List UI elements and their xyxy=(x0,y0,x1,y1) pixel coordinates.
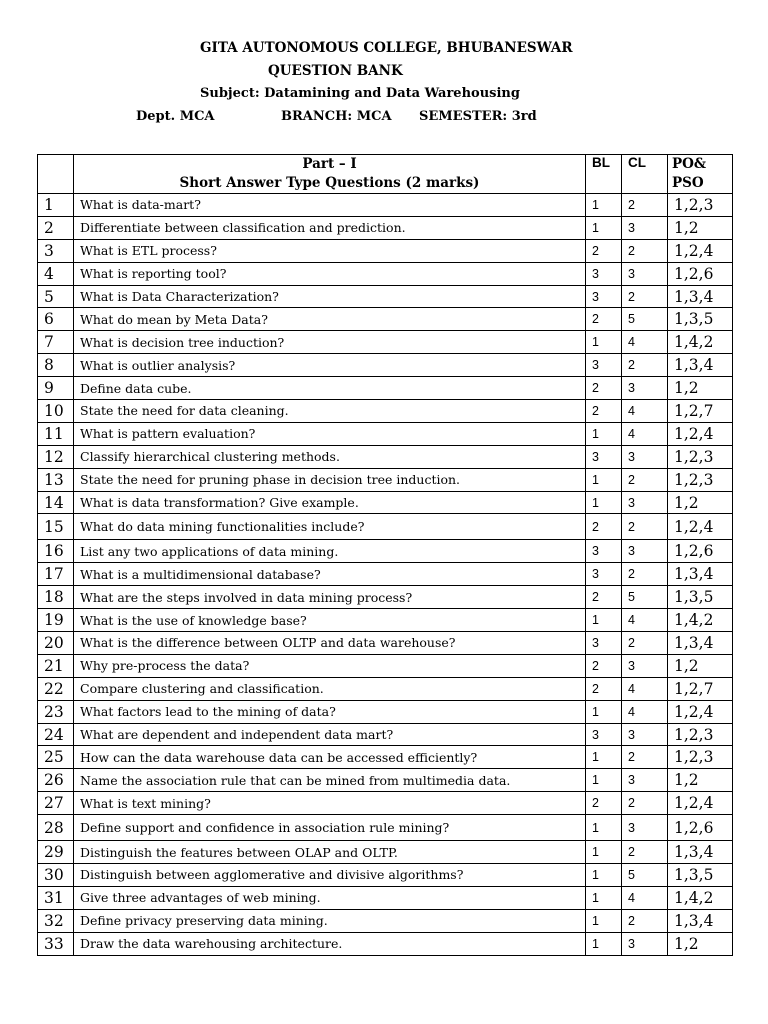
subject-line: Subject: Datamining and Data Warehousing xyxy=(200,86,520,101)
question-text: What is the use of knowledge base? xyxy=(74,609,586,632)
question-text: What is text mining? xyxy=(74,792,586,815)
question-text: Distinguish the features between OLAP and OLTP. xyxy=(74,841,586,864)
column-header-po-pso xyxy=(668,155,733,194)
question-text: What are the steps involved in data mining process? xyxy=(74,586,586,609)
po-pso-value: 1,3,5 xyxy=(668,864,733,887)
po-pso-value: 1,2,3 xyxy=(668,445,733,468)
table-row xyxy=(38,864,733,887)
question-text: How can the data warehouse data can be accessed efficiently? xyxy=(74,746,586,769)
bl-value: 3 xyxy=(586,540,622,563)
cl-value: 5 xyxy=(622,864,668,887)
po-pso-value: 1,2,4 xyxy=(668,792,733,815)
question-text: What is pattern evaluation? xyxy=(74,422,586,445)
bl-value: 2 xyxy=(586,792,622,815)
question-number: 20 xyxy=(38,632,74,655)
bl-value: 1 xyxy=(586,909,622,932)
table-row xyxy=(38,677,733,700)
cl-value: 4 xyxy=(622,677,668,700)
column-header-bl: BL xyxy=(586,155,622,194)
question-number: 4 xyxy=(38,262,74,285)
question-number: 11 xyxy=(38,422,74,445)
bl-value: 1 xyxy=(586,194,622,217)
dept-label: Dept. MCA xyxy=(136,109,215,124)
cl-value: 3 xyxy=(622,769,668,792)
question-number: 33 xyxy=(38,932,74,955)
po-pso-value: 1,2,4 xyxy=(668,700,733,723)
question-number: 3 xyxy=(38,239,74,262)
cl-value: 3 xyxy=(622,540,668,563)
po-pso-value: 1,3,4 xyxy=(668,285,733,308)
table-row xyxy=(38,354,733,377)
table-row xyxy=(38,609,733,632)
po-pso-value: 1,3,4 xyxy=(668,563,733,586)
cl-value: 3 xyxy=(622,815,668,841)
question-text: What is reporting tool? xyxy=(74,262,586,285)
table-row xyxy=(38,841,733,864)
cl-value: 4 xyxy=(622,400,668,423)
question-number: 24 xyxy=(38,723,74,746)
po-pso-value: 1,3,4 xyxy=(668,354,733,377)
cl-value: 3 xyxy=(622,491,668,514)
question-number: 13 xyxy=(38,468,74,491)
bl-value: 3 xyxy=(586,563,622,586)
cl-value: 2 xyxy=(622,194,668,217)
cl-value: 2 xyxy=(622,909,668,932)
bl-value: 1 xyxy=(586,422,622,445)
question-text: What is data-mart? xyxy=(74,194,586,217)
table-row xyxy=(38,815,733,841)
table-row xyxy=(38,285,733,308)
question-text: What is decision tree induction? xyxy=(74,331,586,354)
cl-value: 2 xyxy=(622,514,668,540)
bl-value: 1 xyxy=(586,815,622,841)
table-row xyxy=(38,886,733,909)
table-row xyxy=(38,586,733,609)
question-number: 10 xyxy=(38,400,74,423)
cl-value: 4 xyxy=(622,422,668,445)
cl-value: 2 xyxy=(622,746,668,769)
cl-value: 3 xyxy=(622,445,668,468)
question-number: 31 xyxy=(38,886,74,909)
question-number: 2 xyxy=(38,216,74,239)
table-row xyxy=(38,746,733,769)
question-text: Define privacy preserving data mining. xyxy=(74,909,586,932)
bl-value: 3 xyxy=(586,445,622,468)
bl-value: 1 xyxy=(586,769,622,792)
cl-value: 3 xyxy=(622,932,668,955)
question-text: Differentiate between classification and prediction. xyxy=(74,216,586,239)
question-number: 32 xyxy=(38,909,74,932)
po-label: PO& xyxy=(672,156,707,172)
section-title: Short Answer Type Questions (2 marks) xyxy=(179,175,480,191)
bl-value: 1 xyxy=(586,886,622,909)
table-row xyxy=(38,932,733,955)
cl-value: 2 xyxy=(622,285,668,308)
cl-value: 2 xyxy=(622,468,668,491)
question-number: 8 xyxy=(38,354,74,377)
question-number: 6 xyxy=(38,308,74,331)
table-row xyxy=(38,514,733,540)
bl-value: 1 xyxy=(586,746,622,769)
branch-label: BRANCH: MCA xyxy=(281,109,392,124)
question-text: Define data cube. xyxy=(74,377,586,400)
question-text: What factors lead to the mining of data? xyxy=(74,700,586,723)
question-text: What is outlier analysis? xyxy=(74,354,586,377)
po-pso-value: 1,4,2 xyxy=(668,886,733,909)
bl-value: 1 xyxy=(586,841,622,864)
cl-value: 2 xyxy=(622,563,668,586)
po-pso-value: 1,4,2 xyxy=(668,609,733,632)
question-number: 28 xyxy=(38,815,74,841)
po-pso-value: 1,2,3 xyxy=(668,468,733,491)
po-pso-value: 1,3,5 xyxy=(668,586,733,609)
college-name: GITA AUTONOMOUS COLLEGE, BHUBANESWAR xyxy=(200,40,573,56)
table-row xyxy=(38,422,733,445)
question-text: What do data mining functionalities include? xyxy=(74,514,586,540)
po-pso-value: 1,2 xyxy=(668,491,733,514)
question-text: State the need for data cleaning. xyxy=(74,400,586,423)
bl-value: 1 xyxy=(586,864,622,887)
question-number: 5 xyxy=(38,285,74,308)
pso-label: PSO xyxy=(672,175,704,191)
bl-value: 3 xyxy=(586,262,622,285)
po-pso-value: 1,2 xyxy=(668,654,733,677)
bl-value: 3 xyxy=(586,285,622,308)
po-pso-value: 1,2,4 xyxy=(668,239,733,262)
po-pso-value: 1,2,3 xyxy=(668,723,733,746)
question-text: What is Data Characterization? xyxy=(74,285,586,308)
table-row xyxy=(38,632,733,655)
bl-value: 1 xyxy=(586,932,622,955)
question-text: Compare clustering and classification. xyxy=(74,677,586,700)
po-pso-value: 1,2 xyxy=(668,216,733,239)
bl-value: 1 xyxy=(586,700,622,723)
table-row xyxy=(38,445,733,468)
table-row xyxy=(38,216,733,239)
bl-value: 1 xyxy=(586,609,622,632)
po-pso-value: 1,3,4 xyxy=(668,632,733,655)
table-row xyxy=(38,468,733,491)
bl-value: 3 xyxy=(586,723,622,746)
cl-value: 4 xyxy=(622,331,668,354)
bl-value: 3 xyxy=(586,632,622,655)
po-pso-value: 1,2 xyxy=(668,377,733,400)
question-number: 1 xyxy=(38,194,74,217)
cl-value: 2 xyxy=(622,354,668,377)
po-pso-value: 1,3,5 xyxy=(668,308,733,331)
po-pso-value: 1,3,4 xyxy=(668,841,733,864)
bl-value: 1 xyxy=(586,468,622,491)
table-row xyxy=(38,239,733,262)
question-text: What are dependent and independent data mart? xyxy=(74,723,586,746)
cl-value: 4 xyxy=(622,886,668,909)
po-pso-value: 1,2,7 xyxy=(668,400,733,423)
table-row xyxy=(38,700,733,723)
question-number: 14 xyxy=(38,491,74,514)
cl-value: 4 xyxy=(622,700,668,723)
cl-value: 2 xyxy=(622,792,668,815)
cl-value: 3 xyxy=(622,216,668,239)
cl-value: 2 xyxy=(622,239,668,262)
table-header-row xyxy=(38,155,733,194)
question-number: 9 xyxy=(38,377,74,400)
bl-value: 2 xyxy=(586,239,622,262)
table-row xyxy=(38,909,733,932)
question-number: 30 xyxy=(38,864,74,887)
question-number: 21 xyxy=(38,654,74,677)
po-pso-value: 1,2,4 xyxy=(668,422,733,445)
po-pso-value: 1,2,6 xyxy=(668,540,733,563)
cl-value: 3 xyxy=(622,377,668,400)
table-row xyxy=(38,331,733,354)
header-no-cell xyxy=(38,155,74,194)
question-number: 15 xyxy=(38,514,74,540)
bl-value: 2 xyxy=(586,400,622,423)
question-number: 18 xyxy=(38,586,74,609)
question-text: Name the association rule that can be mined from multimedia data. xyxy=(74,769,586,792)
question-number: 27 xyxy=(38,792,74,815)
semester-label: SEMESTER: 3rd xyxy=(419,109,537,124)
question-text: Draw the data warehousing architecture. xyxy=(74,932,586,955)
question-number: 7 xyxy=(38,331,74,354)
cl-value: 3 xyxy=(622,654,668,677)
bl-value: 2 xyxy=(586,677,622,700)
column-header-cl: CL xyxy=(622,155,668,194)
question-text: Why pre-process the data? xyxy=(74,654,586,677)
table-row xyxy=(38,308,733,331)
cl-value: 2 xyxy=(622,632,668,655)
question-text: Distinguish between agglomerative and divisive algorithms? xyxy=(74,864,586,887)
table-row xyxy=(38,769,733,792)
bl-value: 1 xyxy=(586,491,622,514)
question-number: 19 xyxy=(38,609,74,632)
table-row xyxy=(38,491,733,514)
table-row xyxy=(38,723,733,746)
po-pso-value: 1,2,3 xyxy=(668,746,733,769)
question-text: Give three advantages of web mining. xyxy=(74,886,586,909)
question-number: 16 xyxy=(38,540,74,563)
question-text: What is the difference between OLTP and data warehouse? xyxy=(74,632,586,655)
bl-value: 2 xyxy=(586,308,622,331)
bl-value: 1 xyxy=(586,216,622,239)
question-text: What is data transformation? Give example. xyxy=(74,491,586,514)
bl-value: 2 xyxy=(586,377,622,400)
po-pso-value: 1,2 xyxy=(668,769,733,792)
question-number: 29 xyxy=(38,841,74,864)
table-row xyxy=(38,654,733,677)
po-pso-value: 1,2,7 xyxy=(668,677,733,700)
question-number: 25 xyxy=(38,746,74,769)
table-row xyxy=(38,377,733,400)
question-table xyxy=(37,154,733,956)
bl-value: 2 xyxy=(586,654,622,677)
question-text: What is a multidimensional database? xyxy=(74,563,586,586)
table-row xyxy=(38,563,733,586)
question-number: 23 xyxy=(38,700,74,723)
table-row xyxy=(38,262,733,285)
question-number: 26 xyxy=(38,769,74,792)
question-text: Classify hierarchical clustering methods. xyxy=(74,445,586,468)
po-pso-value: 1,2,6 xyxy=(668,262,733,285)
po-pso-value: 1,2,3 xyxy=(668,194,733,217)
cl-value: 4 xyxy=(622,609,668,632)
section-header xyxy=(74,155,586,194)
question-text: What is ETL process? xyxy=(74,239,586,262)
table-row xyxy=(38,400,733,423)
question-text: State the need for pruning phase in decision tree induction. xyxy=(74,468,586,491)
question-text: List any two applications of data mining. xyxy=(74,540,586,563)
bl-value: 2 xyxy=(586,514,622,540)
document-title: QUESTION BANK xyxy=(268,63,403,79)
part-label: Part – I xyxy=(302,156,357,172)
cl-value: 2 xyxy=(622,841,668,864)
question-text: What do mean by Meta Data? xyxy=(74,308,586,331)
table-row xyxy=(38,792,733,815)
bl-value: 2 xyxy=(586,586,622,609)
question-text: Define support and confidence in association rule mining? xyxy=(74,815,586,841)
cl-value: 5 xyxy=(622,308,668,331)
question-number: 22 xyxy=(38,677,74,700)
bl-value: 3 xyxy=(586,354,622,377)
po-pso-value: 1,2,6 xyxy=(668,815,733,841)
question-number: 12 xyxy=(38,445,74,468)
bl-value: 1 xyxy=(586,331,622,354)
po-pso-value: 1,3,4 xyxy=(668,909,733,932)
po-pso-value: 1,2,4 xyxy=(668,514,733,540)
question-number: 17 xyxy=(38,563,74,586)
cl-value: 3 xyxy=(622,723,668,746)
table-row xyxy=(38,540,733,563)
po-pso-value: 1,2 xyxy=(668,932,733,955)
table-row xyxy=(38,194,733,217)
po-pso-value: 1,4,2 xyxy=(668,331,733,354)
cl-value: 5 xyxy=(622,586,668,609)
cl-value: 3 xyxy=(622,262,668,285)
